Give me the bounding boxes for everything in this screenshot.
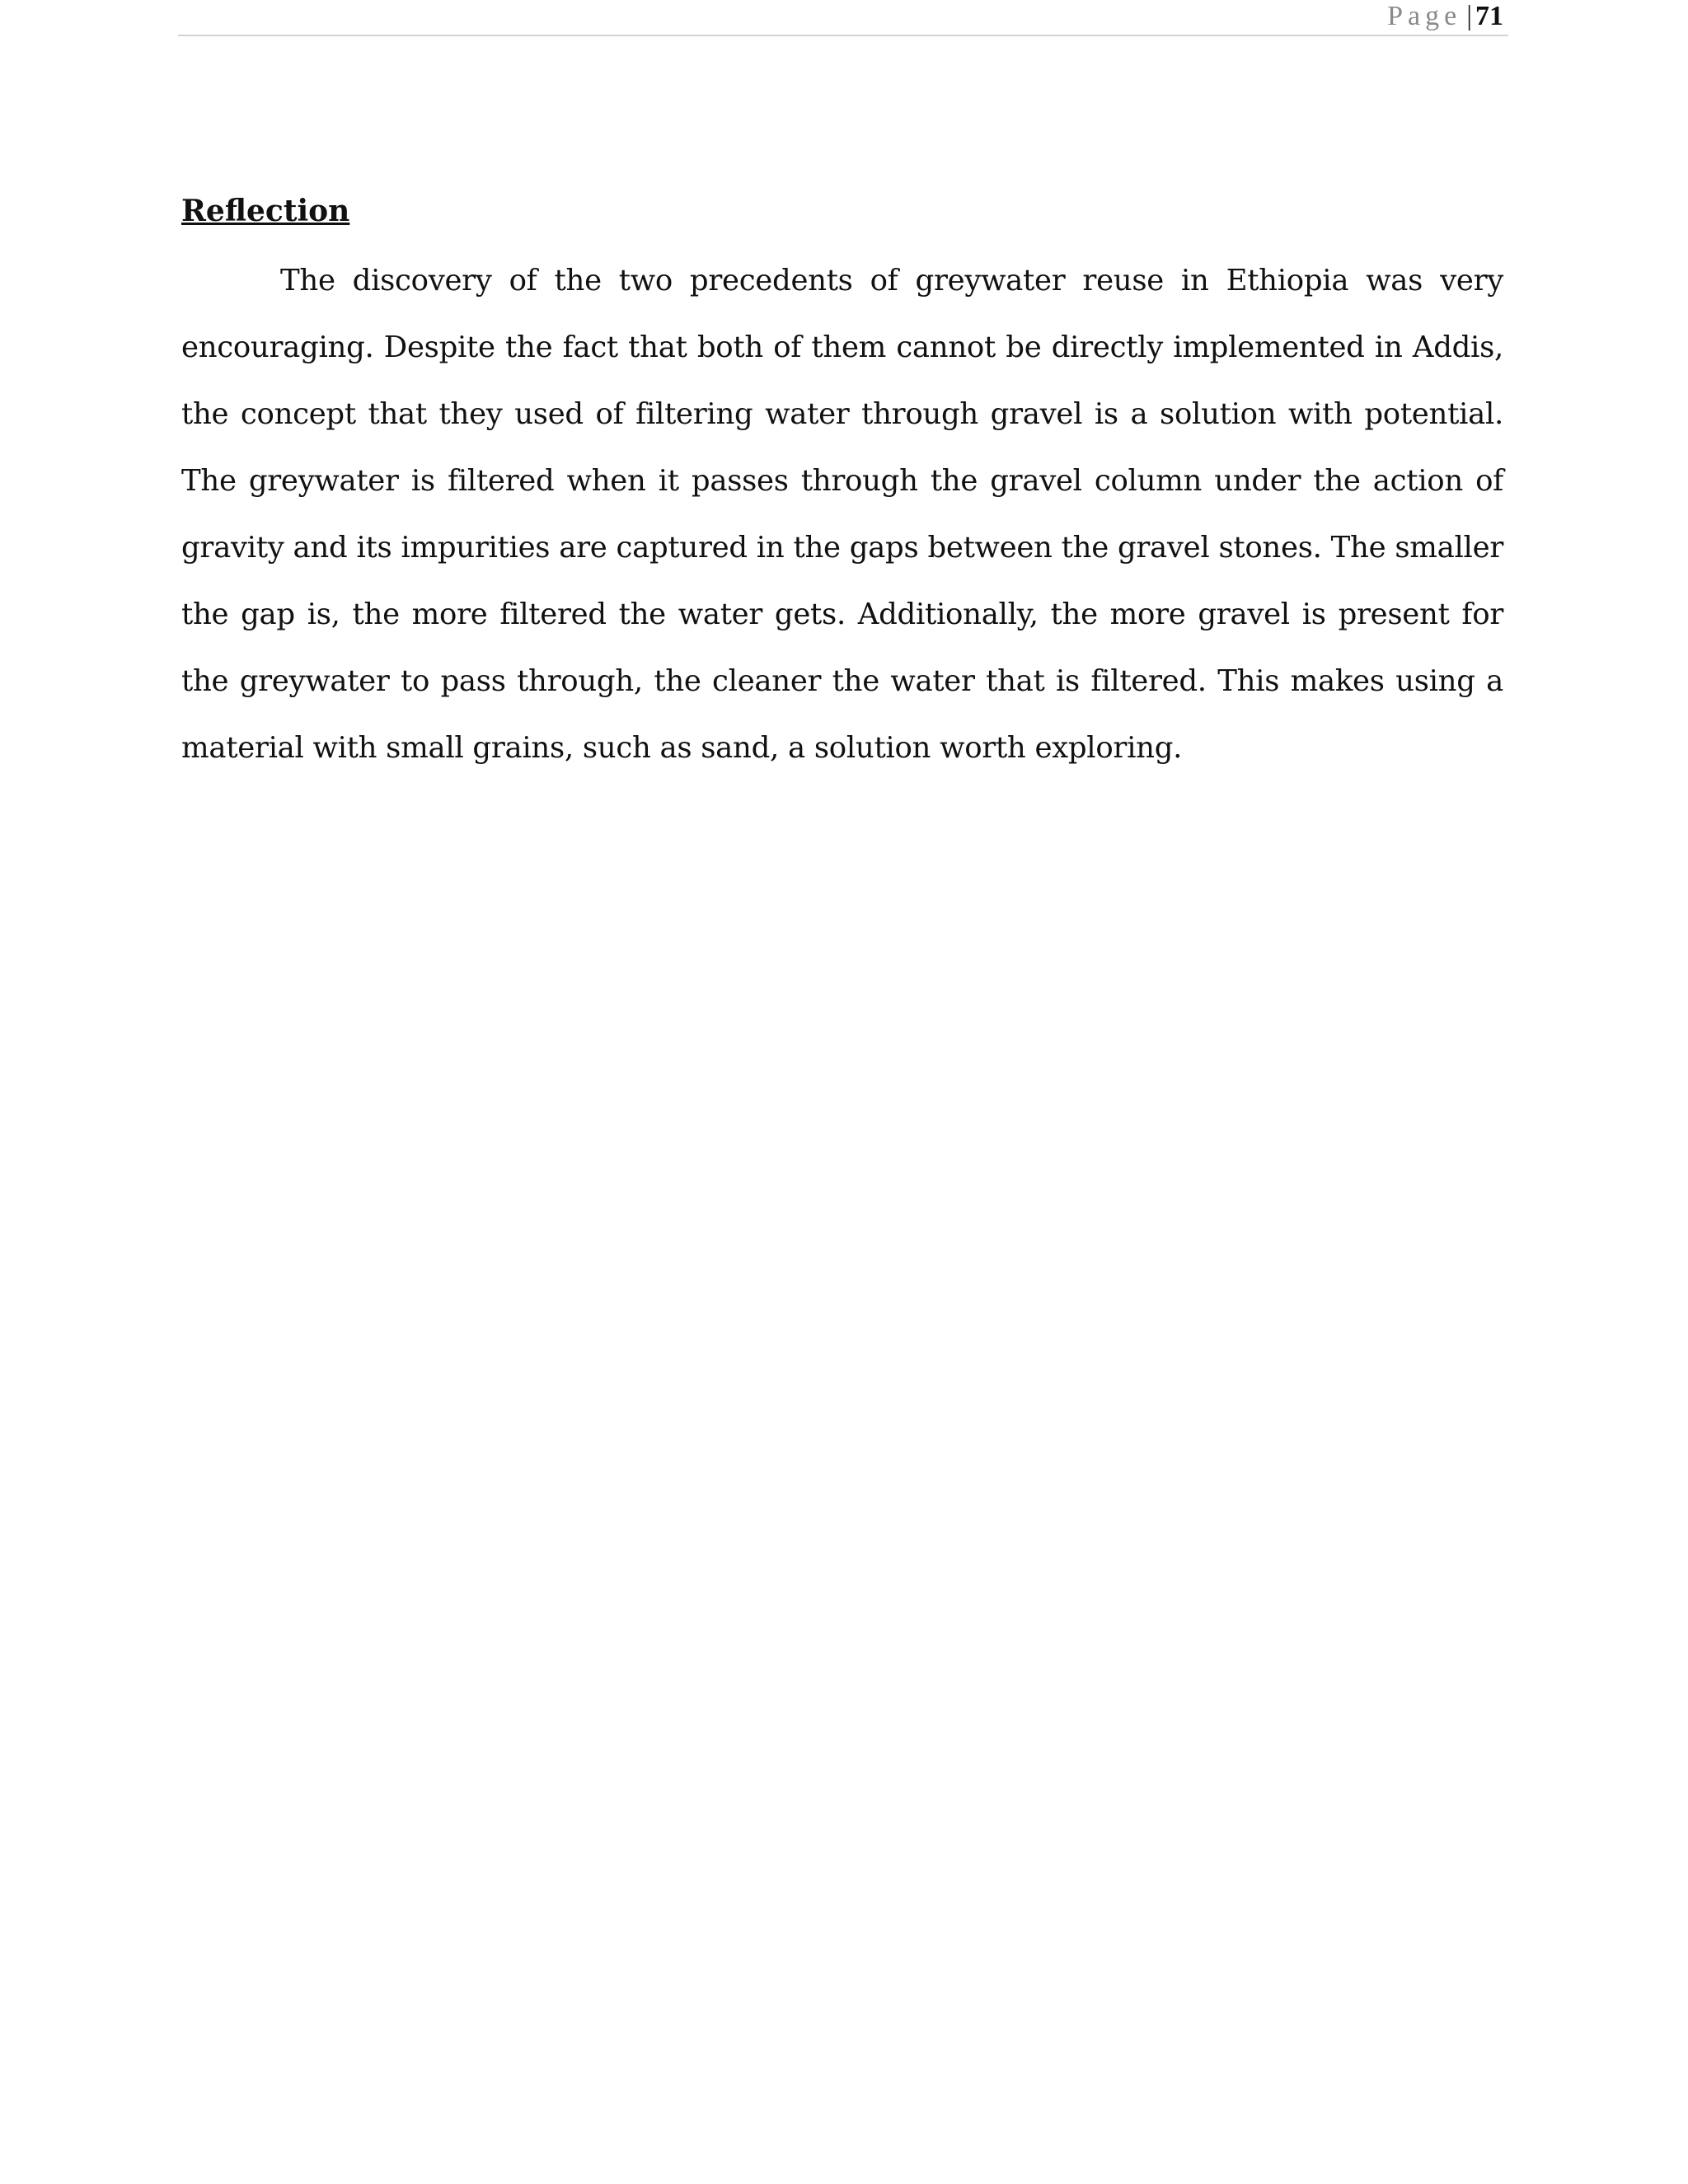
document-body: [181, 186, 1503, 781]
page-header: [178, 0, 1508, 36]
page-number: 71: [1475, 1, 1503, 31]
section-heading: Reflection: [181, 194, 350, 228]
page-word: Page: [1387, 1, 1462, 31]
body-paragraph: The discovery of the two precedents of greywater reuse in Ethiopia was very encouraging. Despite the fact that both of them cannot be directly implemented in Addis, the concept that they used of filtering water through gravel is a solution with potential. The greywater is filtered when it passes through the gravel column under the action of gravity and its impurities are captured in the gaps between the gravel stones. The smaller the gap is, the more filtered the water gets. Additionally, the more gravel is present for the greywater to pass through, the cleaner the water that is filtered. This makes using a material with small grains, such as sand, a solution worth exploring.: [181, 264, 1503, 765]
page-number-label: [1387, 2, 1503, 31]
page-separator: |: [1466, 1, 1472, 31]
